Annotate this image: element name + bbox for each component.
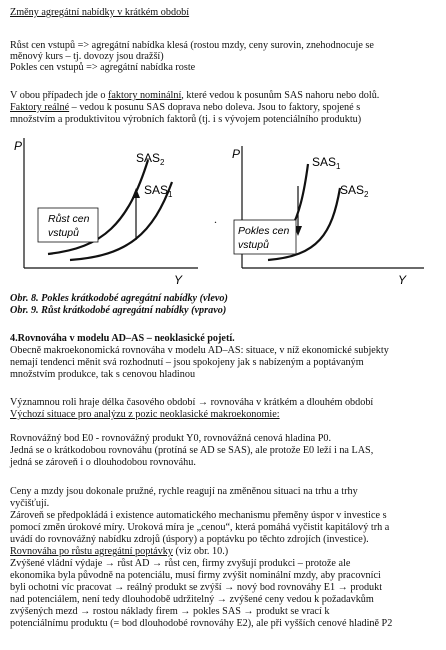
text-segment: – vedou k posunu SAS doprava nebo doleva. Jsou to faktory, spojené s (69, 102, 361, 113)
graph-left-svg (8, 132, 208, 292)
axis-p-label: P (14, 139, 23, 153)
box-line-1: Pokles cen (238, 225, 290, 237)
paragraph-line: Obecně makroekonomická rovnováha v modelu AD–AS: situace, v níž ekonomické subjekty (10, 345, 389, 356)
separator-dot: . (214, 212, 217, 226)
text-segment: (viz obr. 10.) (172, 546, 229, 557)
paragraph-line-nominal (10, 90, 442, 102)
figure-caption-8: Obr. 8. Pokles krátkodobé agregátní nabídky (vlevo) (10, 293, 228, 304)
paragraph-line: byli ochotni víc pracovat → reálný produkt se zvýší → nový bod rovnováhy E1 → produkt (10, 582, 383, 593)
axis-y-label: Y (398, 273, 407, 287)
paragraph-line: Významnou roli hraje délka časového období → rovnováha v krátkém a dlouhém období (10, 397, 374, 408)
paragraph-line: Zvýšené vládní výdaje → růst AD → růst cen, firmy zvyšují produkci – protože ale (10, 558, 351, 569)
paragraph-line: nad potenciálem, není tedy dlouhodobě udržitelný → zvýšené ceny vedou k požadavkům (10, 594, 374, 605)
paragraph-line: ekonomika byla původně na potenciálu, musí firmy zvýšit nominální mzdy, aby pracovníci (10, 570, 381, 581)
paragraph-line: pomocí změn úrokové míry. Uroková míra je „cenou“, která pomáhá vyčistit kapitálový trh a (10, 522, 390, 533)
paragraph-line: množstvím produkce, tak s cenovou hladinou (10, 369, 196, 380)
term-nominal-factors: faktory nominální (108, 90, 182, 101)
box-line-1: Růst cen (48, 213, 90, 225)
paragraph-line: Růst cen vstupů => agregátní nabídka klesá (rostou mzdy, ceny surovin, znehodnocuje se (10, 40, 374, 51)
paragraph-line: jedná se zároveň i o dlouhodobou rovnováhu. (10, 457, 196, 468)
graph-left-sas-decrease (8, 132, 208, 292)
term-ad-growth: Rovnováha po růstu agregátní poptávky (10, 546, 173, 557)
text-segment: , které vedou k posunům SAS nahoru nebo dolů. (181, 90, 380, 101)
paragraph-line: vyčišťují. (10, 498, 50, 509)
paragraph-line: Pokles cen vstupů => agregátní nabídka roste (10, 62, 196, 73)
paragraph-line: nemají tendenci měnit svá rozhodnutí – jsou spokojeny jak s nabízeným a poptávaným (10, 357, 364, 368)
section-title-changes: Změny agregátní nabídky v krátkém období (10, 7, 190, 18)
paragraph-line-real (10, 102, 442, 114)
paragraph-line-ad-growth (10, 546, 442, 558)
paragraph-line: potenciálnímu produktu (= bod dlouhodobé rovnováhy E2), ale při vyšších cenové hladině P2 (10, 618, 393, 629)
graph-right-sas-increase (228, 138, 438, 290)
curve-sas1-label: $SAS_1$ (312, 155, 341, 171)
axis-p-label: P (232, 147, 241, 161)
paragraph-line: měnový kurs – tj. dovozy jsou dražší) (10, 51, 164, 62)
paragraph-line: uvádí do rovnovážný nabídku zdrojů (úspory) a poptávku po těchto zdrojích (investice). (10, 534, 369, 545)
arrow-head (132, 188, 140, 198)
paragraph-line: Rovnovážný bod E0 - rovnovážný produkt Y0, rovnovážná cenová hladina P0. (10, 433, 332, 444)
curve-sas2-label: $SAS_2$ (136, 151, 165, 167)
section-heading-equilibrium: 4.Rovnováha v modelu AD–AS – neoklasické pojetí. (10, 333, 235, 344)
graph-right-svg (228, 138, 438, 290)
axis-y-label: Y (174, 273, 183, 287)
curve-sas2-label: $SAS_2$ (340, 183, 369, 199)
curve-sas1-label: $SAS_1$ (144, 183, 173, 199)
box-line-2: vstupů (238, 239, 269, 251)
text-segment: V obou případech jde o (10, 90, 108, 101)
paragraph-line: Ceny a mzdy jsou dokonale pružné, rychle reagují na změněnou situaci na trhu a trhy (10, 486, 358, 497)
paragraph-line: množstvím a produktivitou výrobních faktorů (tj. i s vývojem potenciálního produktu) (10, 114, 362, 125)
paragraph-line-underlined: Výchozí situace pro analýzu z pozic neoklasické makroekonomie: (10, 409, 280, 420)
term-real-factors: Faktory reálné (10, 102, 70, 113)
paragraph-line: zvýšených mezd → rostou náklady firem → pokles SAS → produkt se vrací k (10, 606, 330, 617)
paragraph-line: Jedná se o krátkodobou rovnováhu (protíná se AD se SAS), ale protože E0 leží i na LAS, (10, 445, 374, 456)
figure-caption-9: Obr. 9. Růst krátkodobé agregátní nabídky (vpravo) (10, 305, 227, 316)
paragraph-line: Zároveň se předpokládá i existence automatického mechanismu přeměny úspor v investice s (10, 510, 387, 521)
box-line-2: vstupů (48, 227, 79, 239)
